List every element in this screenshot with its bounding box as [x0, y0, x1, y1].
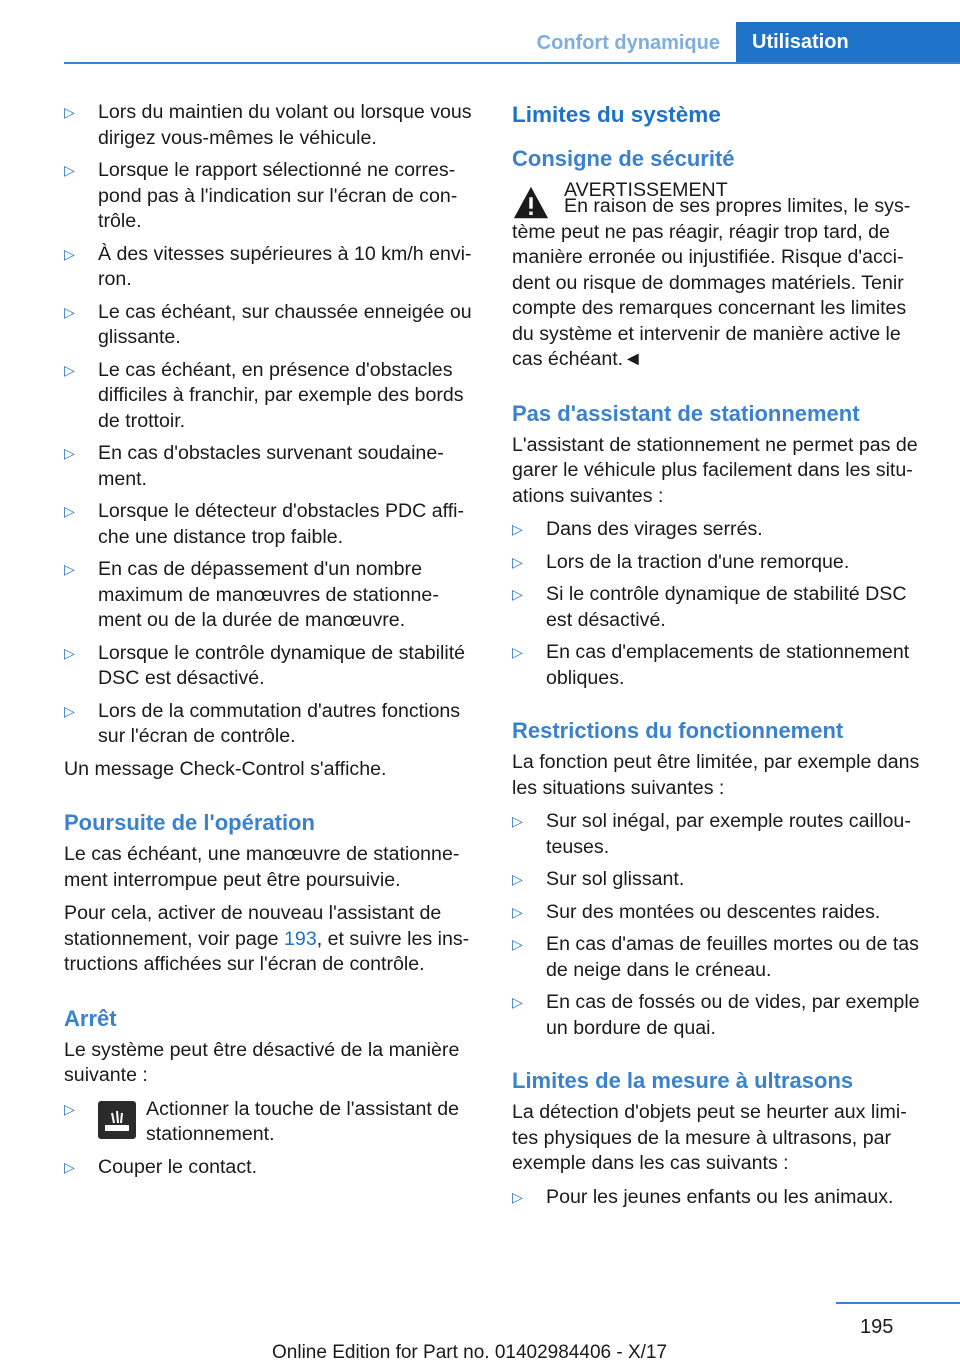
list-item: ▷ Lorsque le détecteur d'obstacles PDC affi-che une distance trop faible.: [64, 499, 482, 550]
check-control-text: Un message Check-Control s'affiche.: [64, 757, 387, 780]
section-title-limites: Limites du système: [512, 102, 721, 127]
bullet-icon: ▷: [64, 162, 75, 178]
bullet-icon: ▷: [512, 994, 523, 1010]
poursuite-paragraph-2: Pour cela, activer de nouveau l'assistant de stationnement, voir page 193, et suivre les ins-tructions affichées sur l'écran de contrôle.: [64, 902, 470, 975]
bullet-icon: ▷: [64, 104, 75, 120]
left-column: [64, 100, 482, 1187]
poursuite-paragraph-1: Le cas échéant, une manœuvre de stationne-ment interrompue peut être poursuivie.: [64, 843, 460, 891]
list-item: ▷ En cas d'obstacles survenant soudaine-ment.: [64, 441, 482, 492]
bullet-icon: ▷: [64, 445, 75, 461]
right-column: [512, 100, 932, 1217]
bullet-icon: ▷: [64, 361, 75, 378]
restrictions-paragraph: La fonction peut être limitée, par exemple dans les situations suivantes :: [512, 751, 920, 799]
section-title-pas-assistant: Pas d'assistant de stationnement: [512, 400, 860, 426]
bullet-icon: ▷: [512, 813, 523, 829]
arret-paragraph: Le système peut être désactivé de la manière suivante :: [64, 1038, 460, 1086]
bullet-icon: ▷: [512, 903, 523, 920]
bullet-icon: ▷: [64, 1158, 75, 1175]
list-item: ▷ Actionner la touche de l'assistant de stationnement.: [64, 1097, 482, 1148]
list-item: ▷ Lors de la commutation d'autres fonctions sur l'écran de contrôle.: [64, 699, 482, 750]
bullet-icon: ▷: [512, 871, 523, 887]
section-title-consigne: Consigne de sécurité: [512, 146, 735, 171]
list-item: ▷ À des vitesses supérieures à 10 km/h envi-ron.: [64, 242, 482, 293]
list-item: ▷ En cas de fossés ou de vides, par exemple un bordure de quai.: [512, 990, 932, 1041]
bullet-list-stop-conditions: [64, 100, 482, 750]
bullet-icon: ▷: [512, 1188, 523, 1205]
header-tab: Utilisation: [736, 22, 960, 62]
section-title-ultrasons: Limites de la mesure à ultrasons: [512, 1068, 854, 1093]
bullet-icon: ▷: [64, 245, 75, 262]
warning-triangle-icon: [512, 184, 550, 222]
list-item: ▷ Le cas échéant, en présence d'obstacles difficiles à franchir, par exemple des bords de trottoir.: [64, 358, 482, 435]
bullet-icon: ▷: [64, 503, 75, 519]
list-item: ▷ Sur sol glissant.: [512, 867, 932, 893]
list-item: ▷ En cas d'amas de feuilles mortes ou de tas de neige dans le créneau.: [512, 932, 932, 983]
bullet-icon: ▷: [512, 644, 523, 660]
bullet-icon: ▷: [512, 936, 523, 952]
bullet-icon: ▷: [512, 586, 523, 602]
page-number: 195: [860, 1316, 894, 1338]
warning-text: En raison de ses propres limites, le sys-tème peut ne pas réagir, réagir trop tard, de manière erronée ou injustifiée. Risque d'acci-dent ou risque de dommages matériels. Tenir compte des remarques concernant les limites du système et intervenir de manière active le cas échéant.◄: [512, 195, 911, 370]
section-title-arret: Arrêt: [64, 1005, 117, 1031]
list-item: ▷ Si le contrôle dynamique de stabilité DSC est désactivé.: [512, 582, 932, 633]
list-item: ▷ En cas d'emplacements de stationnement obliques.: [512, 640, 932, 691]
list-item: ▷ Lors du maintien du volant ou lorsque vous dirigez vous-mêmes le véhicule.: [64, 100, 482, 151]
bullet-icon: ▷: [64, 561, 75, 577]
list-item: ▷ Dans des virages serrés.: [512, 517, 932, 543]
list-item: ▷ Lorsque le rapport sélectionné ne corres-pond pas à l'indication sur l'écran de con-trôle.: [64, 158, 482, 235]
parking-assistant-button-icon: [98, 1101, 136, 1139]
list-item: ▷ En cas de dépassement d'un nombre maximum de manœuvres de stationne-ment ou de la durée de manœuvre.: [64, 557, 482, 634]
list-item: ▷ Couper le contact.: [64, 1155, 482, 1181]
bullet-icon: ▷: [64, 644, 75, 661]
pas-assistant-paragraph: L'assistant de stationnement ne permet pas de garer le véhicule plus facilement dans les situ-ations suivantes :: [512, 433, 918, 507]
list-item: ▷ Sur des montées ou descentes raides.: [512, 900, 932, 926]
page-header: [64, 22, 960, 64]
section-title-restrictions: Restrictions du fonctionnement: [512, 718, 844, 743]
bullet-icon: ▷: [512, 521, 523, 537]
list-item: ▷ Lors de la traction d'une remorque.: [512, 550, 932, 576]
bullet-icon: ▷: [512, 553, 523, 570]
bullet-icon: ▷: [64, 303, 75, 320]
bullet-icon: ▷: [64, 1100, 75, 1117]
list-item: ▷ Le cas échéant, sur chaussée enneigée ou glissante.: [64, 300, 482, 351]
section-title-poursuite: Poursuite de l'opération: [64, 810, 315, 835]
edition-text: Online Edition for Part no. 01402984406 - X/17: [272, 1342, 668, 1363]
footer-rule: [836, 1302, 960, 1304]
ultrasons-paragraph: La détection d'objets peut se heurter aux limi-tes physiques de la mesure à ultrasons, par exemple dans les cas suivants :: [512, 1101, 907, 1174]
list-item: ▷ Pour les jeunes enfants ou les animaux.: [512, 1185, 932, 1211]
warning-label: AVERTISSEMENT: [564, 179, 728, 201]
bullet-icon: ▷: [64, 702, 75, 719]
page-link[interactable]: 193: [284, 927, 317, 950]
list-item: ▷ Lorsque le contrôle dynamique de stabilité DSC est désactivé.: [64, 641, 482, 692]
list-item: ▷ Sur sol inégal, par exemple routes caillou-teuses.: [512, 809, 932, 860]
header-section: Confort dynamique: [536, 32, 720, 54]
